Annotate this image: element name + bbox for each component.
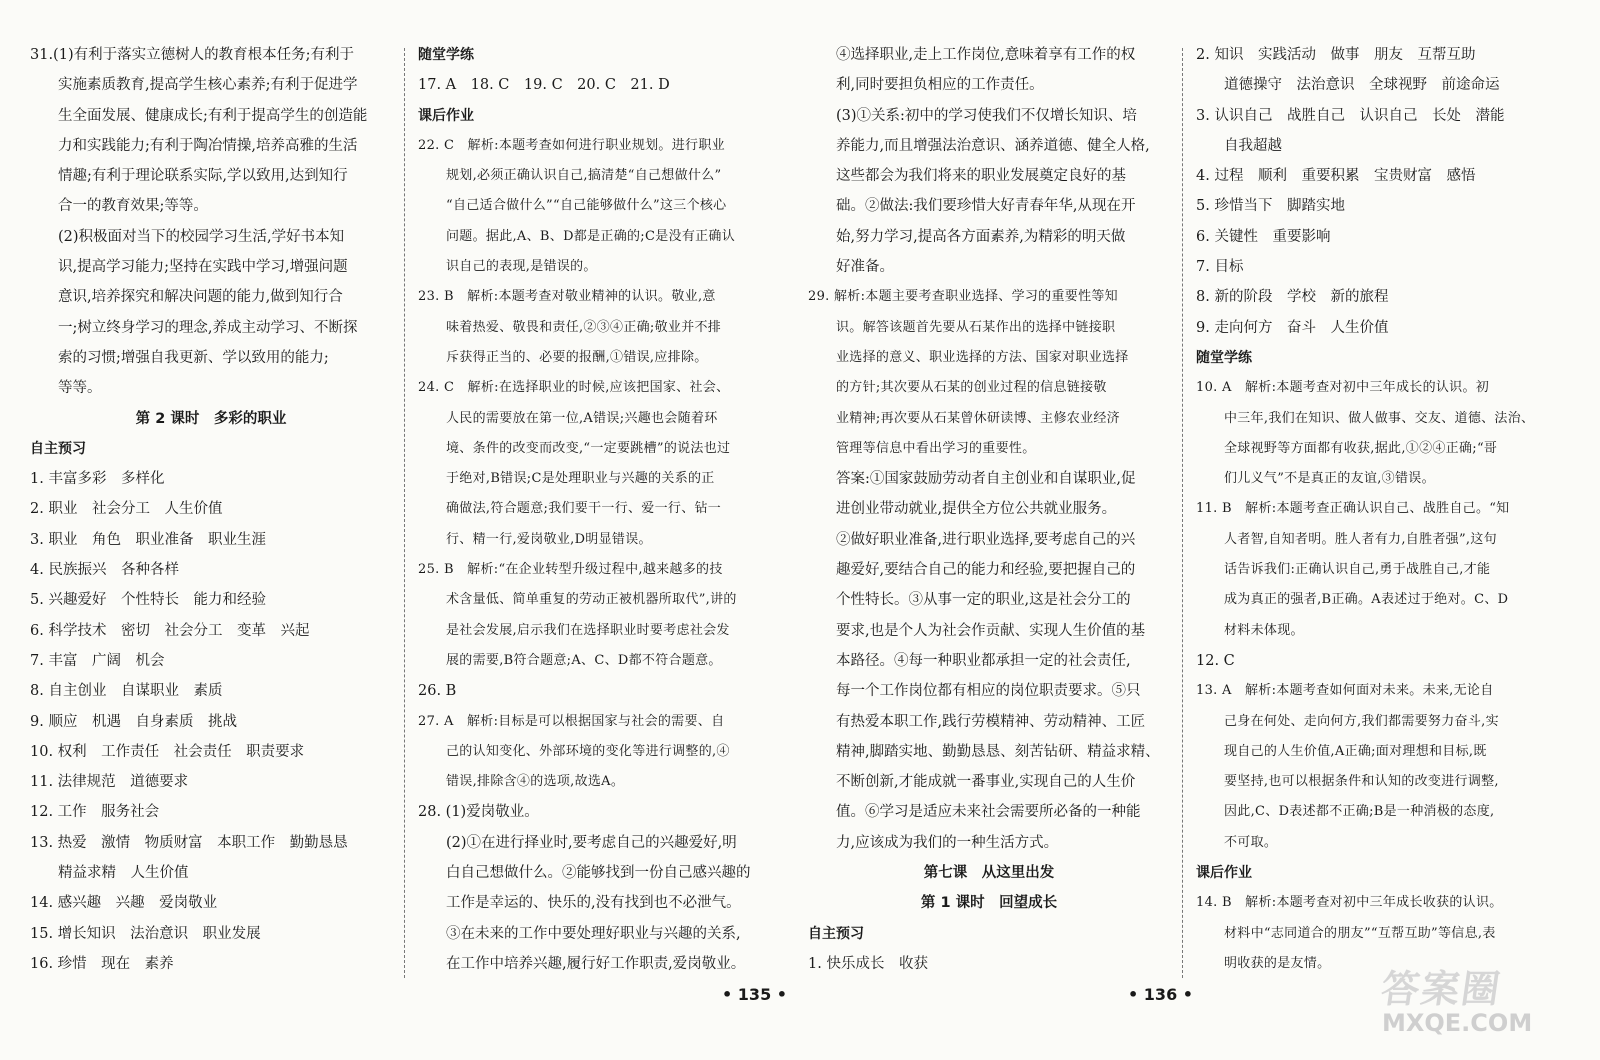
text-line: 4. 民族振兴 各种各样 (30, 562, 179, 579)
text-line: 要坚持,也可以根据条件和认知的改变进行调整, (1224, 774, 1499, 790)
watermark-url: MXQE.COM (1382, 1009, 1533, 1037)
text-line: 材料中“志同道合的朋友”“互帮互助”等信息,表 (1224, 925, 1496, 941)
text-line: ③在未来的工作中要处理好职业与兴趣的关系, (446, 925, 741, 942)
text-line: 因此,C、D表述都不正确;B是一种消极的态度, (1224, 804, 1495, 820)
text-line: 白自己想做什么。②能够找到一份自己感兴趣的 (446, 865, 751, 882)
text-line: 13. 热爱 激情 物质财富 本职工作 勤勤恳恳 (30, 834, 348, 851)
text-line: 识,提高学习能力;坚持在实践中学习,增强问题 (58, 259, 348, 276)
text-line: 1. 丰富多彩 多样化 (30, 471, 165, 488)
text-line: 10. 权利 工作责任 社会责任 职责要求 (30, 743, 305, 760)
text-line: 业选择的意义、职业选择的方法、国家对职业选择 (836, 349, 1129, 365)
text-line: ④选择职业,走上工作岗位,意味着享有工作的权 (836, 47, 1136, 63)
section-heading: 随堂学练 (1196, 349, 1252, 366)
text-line: 明收获的是友情。 (1224, 955, 1331, 971)
watermark-logo-text: 答案圈 (1378, 967, 1505, 1011)
text-line: 16. 珍惜 现在 素养 (30, 955, 174, 972)
section-heading: 自主预习 (808, 925, 864, 942)
text-line: 8. 新的阶段 学校 新的旅程 (1196, 289, 1389, 306)
text-line: 4. 过程 顺利 重要积累 宝贵财富 感悟 (1196, 168, 1476, 185)
text-line: 要求,也是个人为社会作贡献、实现人生价值的基 (836, 622, 1146, 639)
text-line: 业精神;再次要从石某曾休研读博、主修农业经济 (836, 410, 1120, 426)
text-line: 3. 职业 角色 职业准备 职业生涯 (30, 531, 266, 548)
text-line: 现自己的人生价值,A正确;面对理想和目标,既 (1224, 743, 1487, 759)
text-line: 境、条件的改变而改变,“一定要跳槽”的说法也过 (446, 440, 731, 456)
text-line: 17. A 18. C 19. C 20. C 21. D (418, 77, 670, 94)
column-1 (30, 40, 392, 979)
text-line: 进创业带动就业,提供全方位公共就业服务。 (836, 501, 1117, 518)
text-line: 14. B 解析:本题考查对初中三年成长收获的认识。 (1196, 895, 1503, 911)
page-135-column-divider (404, 48, 405, 978)
text-line: 生全面发展、健康成长;有利于提高学生的创造能 (58, 107, 368, 124)
text-line: 27. A 解析:目标是可以根据国家与社会的需要、自 (418, 713, 725, 729)
text-line: 9. 走向何方 奋斗 人生价值 (1196, 319, 1389, 336)
text-line: 问题。据此,A、B、D都是正确的;C是没有正确认 (446, 228, 736, 244)
text-line: 趣爱好,要结合自己的能力和经验,要把握自己的 (836, 562, 1136, 579)
text-line: 本路径。④每一种职业都承担一定的社会责任, (836, 652, 1131, 669)
text-line: 始,努力学习,提高各方面素养,为精彩的明天做 (836, 228, 1126, 245)
lesson-title: 第 1 课时 回望成长 (920, 895, 1058, 912)
lesson-title: 第 2 课时 多彩的职业 (135, 410, 287, 427)
text-line: 1. 快乐成长 收获 (808, 955, 928, 972)
text-line: 13. A 解析:本题考查如何面对未来。未来,无论自 (1196, 683, 1494, 699)
text-line: 识自己的表现,是错误的。 (446, 259, 597, 275)
text-line: 行、精一行,爱岗敬业,D明显错误。 (446, 531, 652, 547)
text-line: 31.(1)有利于落实立德树人的教育根本任务;有利于 (30, 47, 354, 63)
text-line: 9. 顺应 机遇 自身素质 挑战 (30, 713, 237, 730)
text-line: 11. 法律规范 道德要求 (30, 774, 189, 791)
text-line: 15. 增长知识 法治意识 职业发展 (30, 925, 261, 942)
text-line: 11. B 解析:本题考查正确认识自己、战胜自己。“知 (1196, 501, 1510, 517)
text-line: 3. 认识自己 战胜自己 认识自己 长处 潜能 (1196, 107, 1505, 124)
page-number-right: • 136 • (1128, 985, 1193, 1004)
text-line: 人民的需要放在第一位,A错误;兴趣也会随着环 (446, 410, 718, 426)
text-line: 7. 目标 (1196, 259, 1244, 276)
text-line: 展的需要,B符合题意;A、C、D都不符合题意。 (446, 652, 722, 668)
text-line: 好准备。 (836, 259, 894, 276)
text-line: 28. (1)爱岗敬业。 (418, 804, 539, 821)
text-line: 14. 感兴趣 兴趣 爱岗敬业 (30, 895, 218, 912)
text-line: 2. 知识 实践活动 做事 朋友 互帮互助 (1196, 47, 1476, 63)
section-heading: 自主预习 (30, 440, 86, 457)
text-line: 工作是幸运的、快乐的,没有找到也不必泄气。 (446, 895, 741, 912)
text-line: 8. 自主创业 自谋职业 素质 (30, 683, 223, 700)
text-line: 确做法,符合题意;我们要干一行、爱一行、钻一 (446, 501, 722, 517)
text-line: 每一个工作岗位都有相应的岗位职责要求。⑤只 (836, 683, 1141, 700)
text-line: 6. 关键性 重要影响 (1196, 228, 1331, 245)
text-line: 7. 丰富 广阔 机会 (30, 652, 165, 669)
text-line: 己身在何处、走向何方,我们都需要努力奋斗,实 (1224, 713, 1499, 729)
text-line: 精神,脚踏实地、勤勤恳恳、刻苦钻研、精益求精、 (836, 743, 1160, 760)
text-line: 索的习惯;增强自我更新、学以致用的能力; (58, 349, 329, 366)
text-line: 于绝对,B错误;C是处理职业与兴趣的关系的正 (446, 471, 715, 487)
text-line: 中三年,我们在知识、做人做事、交友、道德、法治、 (1224, 410, 1535, 426)
text-line: 规划,必须正确认识自己,搞清楚“自己想做什么” (446, 168, 722, 184)
section-heading: 课后作业 (1196, 865, 1252, 882)
text-line: 值。⑥学习是适应未来社会需要所必备的一种能 (836, 804, 1141, 821)
text-line: 识。解答该题首先要从石某作出的选择中链接职 (836, 319, 1116, 335)
section-heading: 课后作业 (418, 107, 474, 124)
text-line: 术含量低、简单重复的劳动正被机器所取代”,讲的 (446, 592, 737, 608)
text-line: 是社会发展,启示我们在选择职业时要考虑社会发 (446, 622, 730, 638)
text-line: 础。②做法:我们要珍惜大好青春年华,从现在开 (836, 198, 1136, 215)
text-line: 个性特长。③从事一定的职业,这是社会分工的 (836, 592, 1131, 609)
text-line: 材料未体现。 (1224, 622, 1304, 638)
text-line: 精益求精 人生价值 (58, 865, 189, 882)
text-line: 在工作中培养兴趣,履行好工作职责,爱岗敬业。 (446, 955, 746, 972)
text-line: 错误,排除含④的选项,故选A。 (446, 774, 625, 790)
text-line: 25. B 解析:“在企业转型升级过程中,越来越多的技 (418, 562, 723, 578)
lesson-title: 第七课 从这里出发 (923, 865, 1055, 882)
text-line: 等等。 (58, 380, 102, 397)
text-line: 的方针;其次要从石某的创业过程的信息链接敬 (836, 380, 1107, 396)
text-line: 12. 工作 服务社会 (30, 804, 160, 821)
text-line: 利,同时要担负相应的工作责任。 (836, 77, 1044, 94)
text-line: 成为真正的强者,B正确。A表述过于绝对。C、D (1224, 592, 1509, 608)
column-3 (808, 40, 1170, 979)
text-line: 26. B (418, 683, 457, 700)
text-line: ②做好职业准备,进行职业选择,要考虑自己的兴 (836, 531, 1136, 548)
text-line: “自己适合做什么”“自己能够做什么”这三个核心 (446, 198, 727, 214)
text-line: 22. C 解析:本题考查如何进行职业规划。进行职业 (418, 137, 725, 153)
text-line: 有热爱本职工作,践行劳模精神、劳动精神、工匠 (836, 713, 1146, 730)
text-line: (2)①在进行择业时,要考虑自己的兴趣爱好,明 (446, 834, 737, 851)
text-line: 29. 解析:本题主要考查职业选择、学习的重要性等知 (808, 289, 1118, 305)
text-line: 己的认知变化、外部环境的变化等进行调整的,④ (446, 743, 730, 759)
text-line: 全球视野等方面都有收获,据此,①②④正确;“哥 (1224, 440, 1498, 456)
watermark-logo (1378, 958, 1582, 1058)
text-line: 味着热爱、敬畏和责任,②③④正确;敬业并不排 (446, 319, 722, 335)
text-line: 12. C (1196, 652, 1235, 669)
text-line: 斥获得正当的、必要的报酬,①错误,应排除。 (446, 349, 708, 365)
text-line: (2)积极面对当下的校园学习生活,学好书本知 (58, 228, 345, 245)
text-line: 24. C 解析:在选择职业的时候,应该把国家、社会、 (418, 380, 730, 396)
text-line: 不断创新,才能成就一番事业,实现自己的人生价 (836, 774, 1136, 791)
text-line: 自我超越 (1224, 137, 1282, 154)
text-line: 答案:①国家鼓励劳动者自主创业和自谋职业,促 (836, 471, 1136, 488)
text-line: 合一的教育效果;等等。 (58, 198, 208, 215)
column-2 (418, 40, 780, 979)
text-line: 一;树立终身学习的理念,养成主动学习、不断探 (58, 319, 358, 336)
text-line: 5. 珍惜当下 脚踏实地 (1196, 198, 1345, 215)
column-4 (1196, 40, 1556, 979)
text-line: 力和实践能力;有利于陶冶情操,培养高雅的生活 (58, 137, 358, 154)
text-line: 管理等信息中看出学习的重要性。 (836, 440, 1036, 456)
text-line: 养能力,而且增强法治意识、涵养道德、健全人格, (836, 137, 1150, 154)
page-number-left: • 135 • (722, 985, 787, 1004)
text-line: 情趣;有利于理论联系实际,学以致用,达到知行 (58, 168, 348, 185)
text-line: 2. 职业 社会分工 人生价值 (30, 501, 223, 518)
text-line: 们儿义气”不是真正的友谊,③错误。 (1224, 471, 1435, 487)
text-line: 人者智,自知者明。胜人者有力,自胜者强”,这句 (1224, 531, 1497, 547)
text-line: 不可取。 (1224, 834, 1278, 850)
text-line: 23. B 解析:本题考查对敬业精神的认识。敬业,意 (418, 289, 716, 305)
text-line: 话告诉我们:正确认识自己,勇于战胜自己,才能 (1224, 562, 1491, 578)
page-136-column-divider (1182, 48, 1183, 978)
text-line: 5. 兴趣爱好 个性特长 能力和经验 (30, 592, 266, 609)
text-line: (3)①关系:初中的学习使我们不仅增长知识、培 (836, 107, 1137, 124)
text-line: 实施素质教育,提高学生核心素养;有利于促进学 (58, 77, 358, 94)
text-line: 力,应该成为我们的一种生活方式。 (836, 834, 1059, 851)
text-line: 道德操守 法治意识 全球视野 前途命运 (1224, 77, 1500, 94)
section-heading: 随堂学练 (418, 47, 474, 63)
text-line: 意识,培养探究和解决问题的能力,做到知行合 (58, 289, 343, 306)
text-line: 10. A 解析:本题考查对初中三年成长的认识。初 (1196, 380, 1490, 396)
text-line: 这些都会为我们将来的职业发展奠定良好的基 (836, 168, 1126, 185)
text-line: 6. 科学技术 密切 社会分工 变革 兴起 (30, 622, 310, 639)
